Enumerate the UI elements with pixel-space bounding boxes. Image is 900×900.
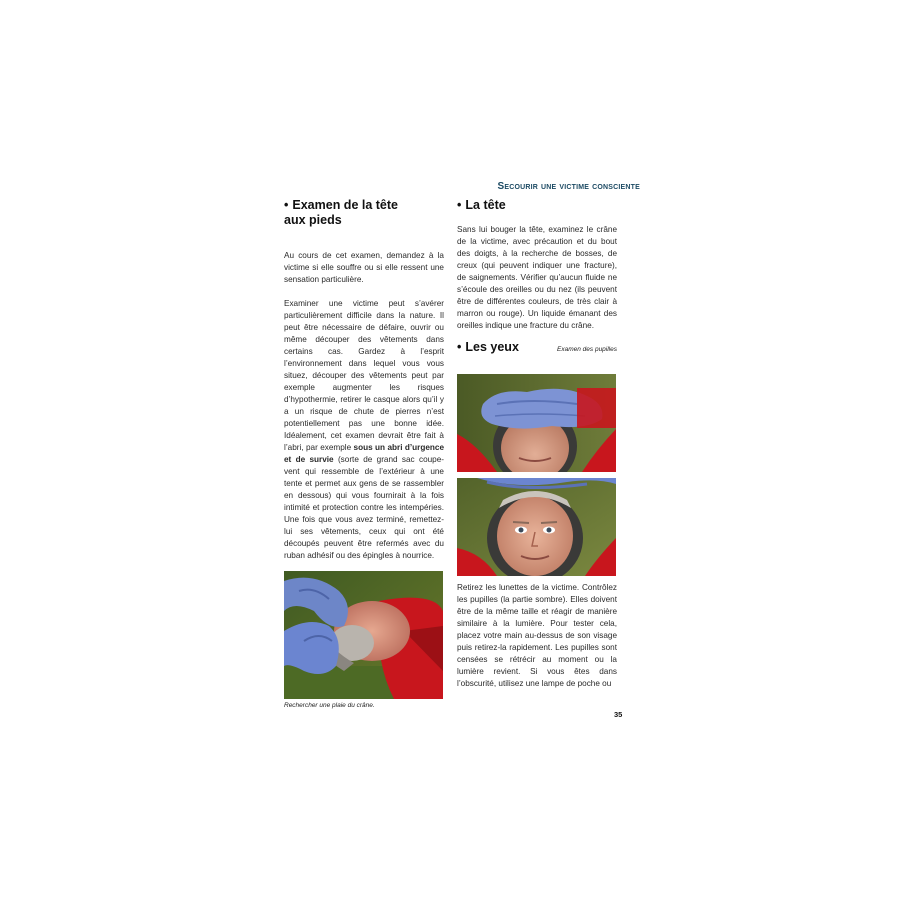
bullet: •	[284, 198, 289, 212]
left-column	[284, 198, 444, 562]
right-column	[457, 198, 617, 356]
photo-pupils-open-image	[457, 478, 616, 576]
body-text-part1: Examiner une victime peut s’avérer particulièrement difficile dans la nature. Il peut être nécessaire de défaire, ouvrir ou même découper des vêtements dans certains cas. Gardez à l’esprit l’environnement dans lequel vous vous situez, découper des vêtements peut par exemple augmenter les risques d’hypothermie, retirer le casque alors qu’il y a un risque de chute de pierres n’est potentiellement pas une bonne idée. Idéalement, cet examen devrait être fait à l’abri, par exemple	[284, 299, 444, 452]
section-heading-eyes	[457, 340, 519, 355]
heading-line1: Examen de la tête	[292, 198, 398, 212]
heading-line2: aux pieds	[284, 213, 342, 227]
bullet: •	[457, 340, 462, 354]
photo-caption-left: Rechercher une plaie du crâne.	[284, 702, 375, 709]
bullet: •	[457, 198, 462, 212]
photo-pupils-covered	[457, 374, 616, 472]
section-heading-head-to-toe	[284, 198, 444, 228]
heading-les-yeux: Les yeux	[465, 340, 519, 354]
photo-head-wound-check-image	[284, 571, 443, 699]
body-text-part2: (sorte de grand sac coupe-vent qui ressemble de l’extérieur à une tente et permet aux gens de se rassembler en dessous) qui vous fournirait à la fois intimité et protection contre les intempéries. Une fois que vous avez terminé, remettez-lui ses vêtements, ceux qui ont été découpés peuvent être refermés avec du ruban adhésif ou des épingles à nourrice.	[284, 455, 445, 560]
heading-la-tete: La tête	[465, 198, 506, 212]
photo-head-wound-check	[284, 571, 443, 699]
section-heading-head	[457, 198, 617, 213]
pupils-paragraph: Retirez les lunettes de la victime. Contrôlez les pupilles (la partie sombre). Elles doivent être de la même taille et réagir de manière similaire à la lumière. Pour tester cela, placez votre main au-dessus de son visage puis retirez-la rapidement. Les pupilles sont censées se rétrécir au moment ou la lumière revient. Si vous êtes dans l’obscurité, utilisez une lampe de poche ou	[457, 583, 617, 688]
photo-pupils-open	[457, 478, 616, 576]
pupils-paragraph-wrap	[457, 582, 617, 690]
photo-pupils-covered-image	[457, 374, 616, 472]
head-exam-paragraph: Sans lui bouger la tête, examinez le crâne de la victime, avec précaution et du bout des doigts, à la recherche de bosses, de creux (qui peuvent indiquer une fracture), de saignements. Vérifier qu’aucun fluide ne s’écoule des oreilles ou du nez (ils peuvent être de différentes couleurs, de très clair à marron ou rouge). Un liquide émanant des oreilles indique une fracture du crâne.	[457, 225, 617, 330]
intro-paragraph: Au cours de cet examen, demandez à la victime si elle souffre ou si elle ressent une sensation particulière.	[284, 251, 444, 284]
body-paragraph	[284, 298, 444, 562]
eyes-heading-row	[457, 340, 617, 356]
page-number: 35	[614, 710, 623, 719]
body-text-bold: sous un abri d’urgence et de survie	[284, 443, 444, 464]
photo-caption-right: Examen des pupilles	[557, 346, 617, 353]
running-head: Secourir une victime consciente	[497, 181, 640, 192]
